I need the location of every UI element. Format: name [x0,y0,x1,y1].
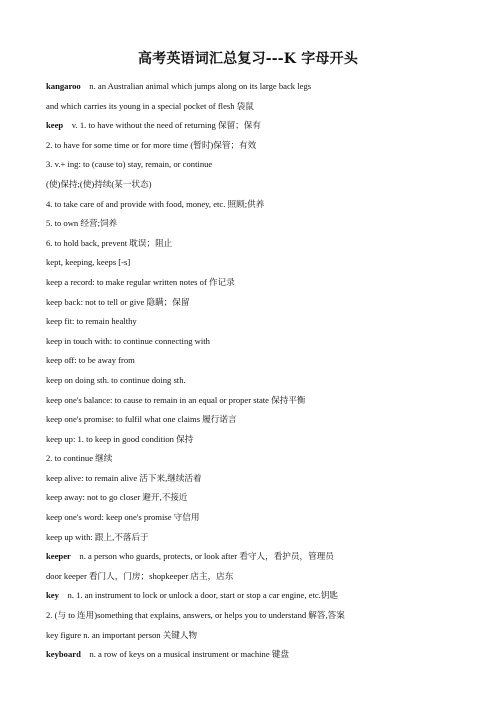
entry-line [46,273,486,293]
headword: keeper [46,551,71,562]
entry-text: 2. to continue 继续 [46,453,113,464]
entry-line [46,97,486,117]
entry-text: 2. to have for some time or for more time (暂时)保管；有效 [46,139,257,150]
entry-text: n. 1. an instrument to lock or unlock a door, start or stop a car engine, etc.钥匙 [67,590,339,601]
entry-line [46,508,486,528]
entry-text: keep alive: to remain alive 活下来,继续活着 [46,472,202,483]
headword: keep [46,120,64,131]
entry-text: n. an Australian animal which jumps along on its large back legs [89,81,312,91]
entry-line [46,175,486,195]
entry-headword-line [46,547,486,567]
entry-text: keep up with: 跟上,不落后于 [46,531,149,542]
entry-text: keep back: not to tell or give 隐瞒；保留 [46,296,190,307]
headword: key [46,590,59,601]
entry-line [46,430,486,450]
entry-line [46,469,486,489]
entry-line [46,312,486,332]
entry-line [46,234,486,254]
entry-headword-line [46,586,486,606]
entry-text: n. a person who guards, protects, or look after 看守人，看护员，管理员 [79,551,334,562]
entry-line [46,626,486,646]
entry-line [46,488,486,508]
entry-line [46,371,486,391]
entry-line [46,449,486,469]
entry-text: keep away: not to go closer 避开,不接近 [46,492,188,503]
entry-line [46,410,486,430]
entry-text: keep fit: to remain healthy [46,316,137,327]
entry-headword-line [46,116,486,136]
entry-line [46,155,486,175]
headword: kangaroo [46,81,81,91]
entry-text: keep off: to be away from [46,355,135,366]
entry-text: keep one's word: keep one's promise 守信用 [46,512,200,523]
headword: keyboard [46,649,81,660]
entry-text: 6. to hold back, prevent 耽误；阻止 [46,237,173,248]
vocabulary-list [46,77,486,665]
entry-text: keep one's balance: to cause to remain in an equal or proper state 保持平衡 [46,394,306,405]
entry-line [46,606,486,626]
page-title: 高考英语词汇总复习---K 字母开头 [137,51,359,67]
entry-text: keep in touch with: to continue connecting with [46,335,210,346]
entry-line [46,293,486,313]
entry-headword-line [46,645,486,665]
entry-line [46,351,486,371]
entry-text: and which carries its young in a special pocket of flesh 袋鼠 [46,100,254,111]
entry-line [46,253,486,273]
entry-text: n. a row of keys on a musical instrument or machine 键盘 [89,649,289,660]
entry-text: (使)保持;(使)持续(某一状态) [46,178,152,189]
entry-line [46,567,486,587]
entry-headword-line [46,77,486,97]
entry-text: key figure n. an important person 关键人物 [46,629,198,640]
entry-text: 3. v.+ ing: to (cause to) stay, remain, or continue [46,159,213,170]
entry-text: 4. to take care of and provide with food, money, etc. 照顾;供养 [46,198,265,209]
entry-line [46,332,486,352]
entry-text: 5. to own 经营;饲养 [46,218,118,229]
entry-line [46,528,486,548]
entry-text: 2. (与 to 连用)something that explains, answers, or helps you to understand 解答,答案 [46,610,345,621]
entry-text: v. 1. to have without the need of returning 保留；保有 [71,120,261,131]
entry-text: kept, keeping, keeps [-s] [46,257,131,268]
entry-text: keep a record: to make regular written notes of 作记录 [46,276,235,287]
entry-text: keep on doing sth. to continue doing sth. [46,374,186,385]
entry-line [46,214,486,234]
entry-text: door keeper 看门人，门房；shopkeeper 店主，店东 [46,570,234,581]
entry-line [46,136,486,156]
entry-line [46,195,486,215]
entry-text: keep up: 1. to keep in good condition 保持 [46,433,194,444]
entry-line [46,391,486,411]
entry-text: keep one's promise: to fulfil what one claims 履行诺言 [46,414,237,425]
